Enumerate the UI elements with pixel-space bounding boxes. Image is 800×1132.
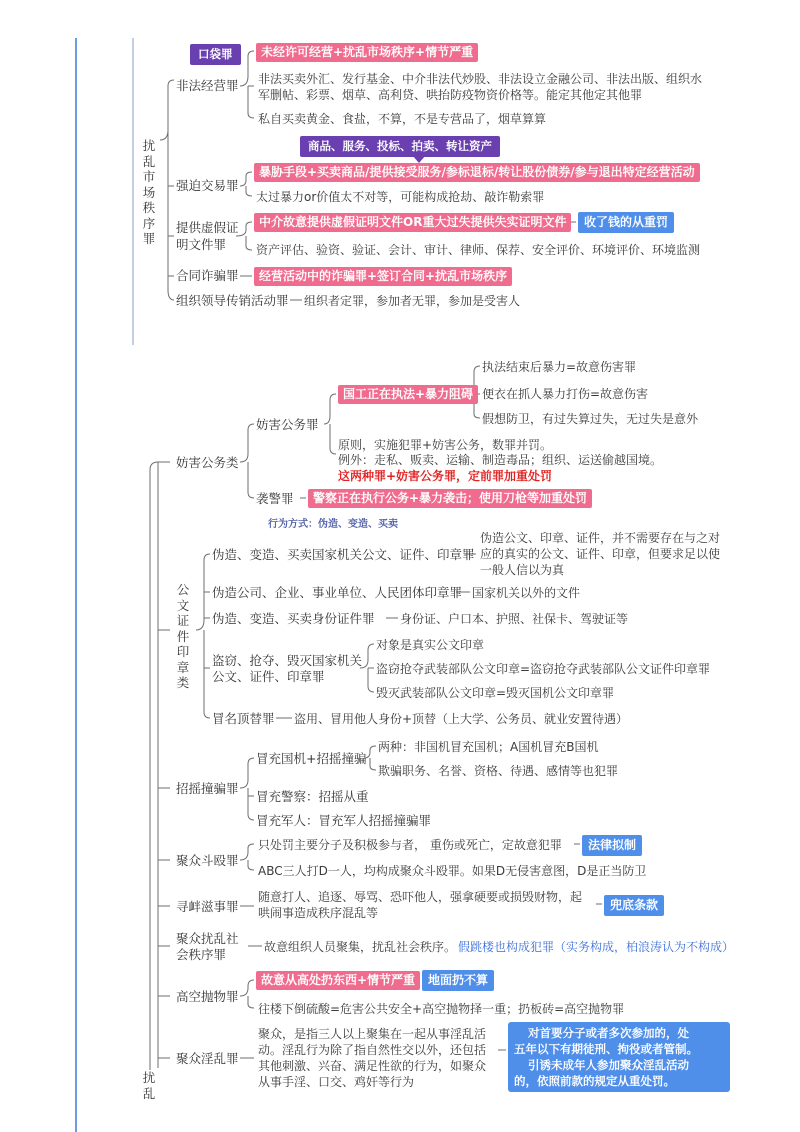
steal-docs-detail-3: 毁灭武装部队公文印章=毁灭国机公文印章罪 [376, 686, 615, 700]
node-forge-company-seal: 伪造公司、企业、事业单位、人民团体印章罪 [212, 585, 463, 600]
pyramid-scheme-detail: 组织者定罪，参加者无罪，参加是受害人 [304, 294, 521, 308]
impersonate-official-case-1: 两种：非国机冒充国机；A国机冒充B国机 [378, 740, 599, 754]
licentiousness-note-box [508, 1022, 730, 1092]
false-certificate-note: 收了钱的从重罚 [578, 212, 674, 233]
gang-fight-detail-2: ABC三人打D一人，均构成聚众斗殴罪。如果D无侵害意图，D是正当防卫 [258, 864, 647, 878]
node-obstruct-official: 妨害公务罪 [256, 417, 319, 432]
high-altitude-highlight: 故意从高处扔东西+情节严重 [256, 971, 420, 990]
obstruct-case-1: 执法结束后暴力=故意伤害罪 [482, 360, 637, 374]
forge-state-docs-detail-1: 伪造公文、印章、证件，并不需要存在与之对 [480, 531, 721, 545]
root-bottom-label: 扰乱 [142, 1070, 156, 1101]
node-forced-trade: 强迫交易罪 [176, 178, 239, 193]
node-contract-fraud: 合同诈骗罪 [176, 268, 239, 283]
provocation-detail-2: 哄闹事造成秩序混乱等 [258, 906, 379, 920]
high-altitude-note: 地面扔不算 [422, 970, 494, 991]
licentiousness-detail-1: 聚众，是指三人以上聚集在一起从事淫乱活 [258, 1027, 487, 1041]
node-forge-state-docs: 伪造、变造、买卖国家机关公文、证件、印章罪 [212, 547, 475, 562]
provocation-detail-1: 随意打人、追逐、辱骂、恐吓他人，强拿硬要或损毁财物，起 [258, 890, 583, 904]
licentiousness-note-4: 的，依照前款的规定从重处罚。 [514, 1074, 675, 1088]
forced-trade-highlight: 暴胁手段+买卖商品/提供接受服务/参标退标/转让股份债券/参与退出特定经营活动 [254, 163, 700, 182]
node-illegal-business: 非法经营罪 [176, 78, 239, 93]
obstruct-case-2: 便衣在抓人暴力打伤=故意伤害 [482, 387, 649, 401]
node-impersonate-official: 冒充国机+招摇撞骗 [256, 751, 367, 766]
impersonation-detail: 盗用、冒用他人身份+顶替（上大学、公务员、就业安置待遇） [294, 712, 629, 726]
obstruct-principle: 原则，实施犯罪+妨害公务，数罪并罚。 [338, 438, 553, 452]
licentiousness-detail-2: 动。淫乱行为除了指自然性交以外，还包括 [258, 1043, 487, 1057]
document-behavior-tag: 行为方式：伪造、变造、买卖 [268, 519, 398, 530]
callout-pointer [412, 155, 426, 163]
illegal-business-detail-1b: 军删帖、彩票、烟草、高利贷、哄抬防疫物资价格等。能定其他定其他罪 [258, 88, 643, 102]
node-impersonate-military: 冒充军人：冒充军人招摇撞骗罪 [256, 813, 432, 828]
illegal-business-detail-1: 非法买卖外汇、发行基金、中介非法代炒股、非法设立金融公司、非法出版、组织水 [258, 72, 703, 86]
forge-state-docs-detail-2: 应的真实的公文、证件、印章，但要求足以使 [480, 547, 721, 561]
licentiousness-detail-4: 从事手淫、口交、鸡奸等行为 [258, 1075, 415, 1089]
licentiousness-note-1: 对首要分子或者多次参加的，处 [528, 1026, 689, 1040]
illegal-business-detail-2: 私自买卖黄金、食盐，不算，不是专营品了，烟草算算 [258, 112, 547, 126]
disturb-order-detail: 故意组织人员聚集，扰乱社会秩序。 [264, 940, 457, 954]
steal-docs-detail-2: 盗窃抢夺武装部队公文印章=盗窃抢夺武装部队公文证件印章罪 [376, 662, 711, 676]
licentiousness-note-2: 五年以下有期徒刑、拘役或者管制。 [514, 1042, 698, 1056]
false-certificate-detail: 资产评估、验资、验证、会计、审计、律师、保荐、安全评价、环境评价、环境监测 [256, 243, 701, 257]
assault-police-highlight: 警察正在执行公务+暴力袭击；使用刀枪等加重处罚 [308, 489, 592, 508]
tag-koudai: 口袋罪 [190, 44, 241, 65]
obstruct-case-3: 假想防卫，有过失算过失，无过失是意外 [482, 412, 699, 426]
node-high-altitude-throwing: 高空抛物罪 [176, 989, 239, 1004]
node-assault-police: 袭警罪 [256, 491, 294, 506]
node-group-licentiousness: 聚众淫乱罪 [176, 1051, 239, 1066]
node-disturb-order-2: 会秩序罪 [176, 947, 227, 962]
node-document-class: 公文证件印章类 [176, 582, 190, 690]
node-impersonate-police: 冒充警察：招摇从重 [256, 789, 369, 804]
node-obstruct-official-class: 妨害公务类 [176, 455, 239, 470]
high-altitude-detail: 往楼下倒硫酸=危害公共安全+高空抛物择一重；扔板砖=高空抛物罪 [258, 1002, 625, 1016]
node-false-certificate-2: 明文件罪 [176, 237, 227, 252]
provocation-note: 兜底条款 [604, 895, 664, 916]
gang-fight-note: 法律拟制 [582, 835, 642, 856]
node-gang-fight: 聚众斗殴罪 [176, 853, 239, 868]
steal-docs-detail-1: 对象是真实公文印章 [376, 638, 485, 652]
illegal-business-highlight: 未经许可经营+扰乱市场秩序+情节严重 [256, 43, 478, 62]
obstruct-official-highlight: 国工正在执法+暴力阻碍 [338, 385, 478, 404]
obstruct-exception: 例外：走私、贩卖、运输、制造毒品；组织、运送偷越国境。 [338, 453, 663, 467]
tag-goods-services: 商品、服务、投标、拍卖、转让资产 [300, 136, 500, 157]
node-steal-docs-1: 盗窃、抢夺、毁灭国家机关 [212, 653, 363, 668]
node-false-certificate-1: 提供虚假证 [176, 220, 239, 235]
contract-fraud-highlight: 经营活动中的诈骗罪+签订合同+扰乱市场秩序 [254, 267, 512, 286]
licentiousness-detail-3: 其他刺激、兴奋、满足性欲的行为，如聚众 [258, 1059, 487, 1073]
impersonate-official-case-2: 欺骗职务、名誉、资格、待遇、感情等也犯罪 [378, 764, 619, 778]
node-swindle: 招摇撞骗罪 [176, 781, 239, 796]
gang-fight-detail-1: 只处罚主要分子及积极参与者， 重伤或死亡，定故意犯罪 [258, 838, 562, 852]
node-forge-id: 伪造、变造、买卖身份证件罪 [212, 611, 375, 626]
node-steal-docs-2: 公文、证件、印章罪 [212, 669, 325, 684]
obstruct-aggravation: 这两种罪+妨害公务罪，定前罪加重处罚 [338, 469, 553, 483]
forge-state-docs-detail-3: 一般人信以为真 [480, 563, 565, 577]
false-certificate-highlight: 中介故意提供虚假证明文件OR重大过失提供失实证明文件 [254, 213, 571, 232]
node-provocation: 寻衅滋事罪 [176, 899, 239, 914]
node-pyramid-scheme: 组织领导传销活动罪 [176, 293, 289, 308]
licentiousness-note-3: 引诱未成年人参加聚众淫乱活动 [528, 1058, 689, 1072]
root-market-order: 扰乱市场秩序罪 [142, 138, 156, 246]
forge-company-seal-detail: 国家机关以外的文件 [472, 586, 581, 600]
disturb-order-note: 假跳楼也构成犯罪（实务构成，柏浪涛认为不构成） [458, 940, 735, 954]
forge-id-detail: 身份证、户口本、护照、社保卡、驾驶证等 [400, 612, 629, 626]
node-disturb-order-1: 聚众扰乱社 [176, 931, 239, 946]
forced-trade-detail: 太过暴力or价值太不对等，可能构成抢劫、敲诈勒索罪 [256, 190, 545, 204]
node-impersonation: 冒名顶替罪 [212, 711, 275, 726]
